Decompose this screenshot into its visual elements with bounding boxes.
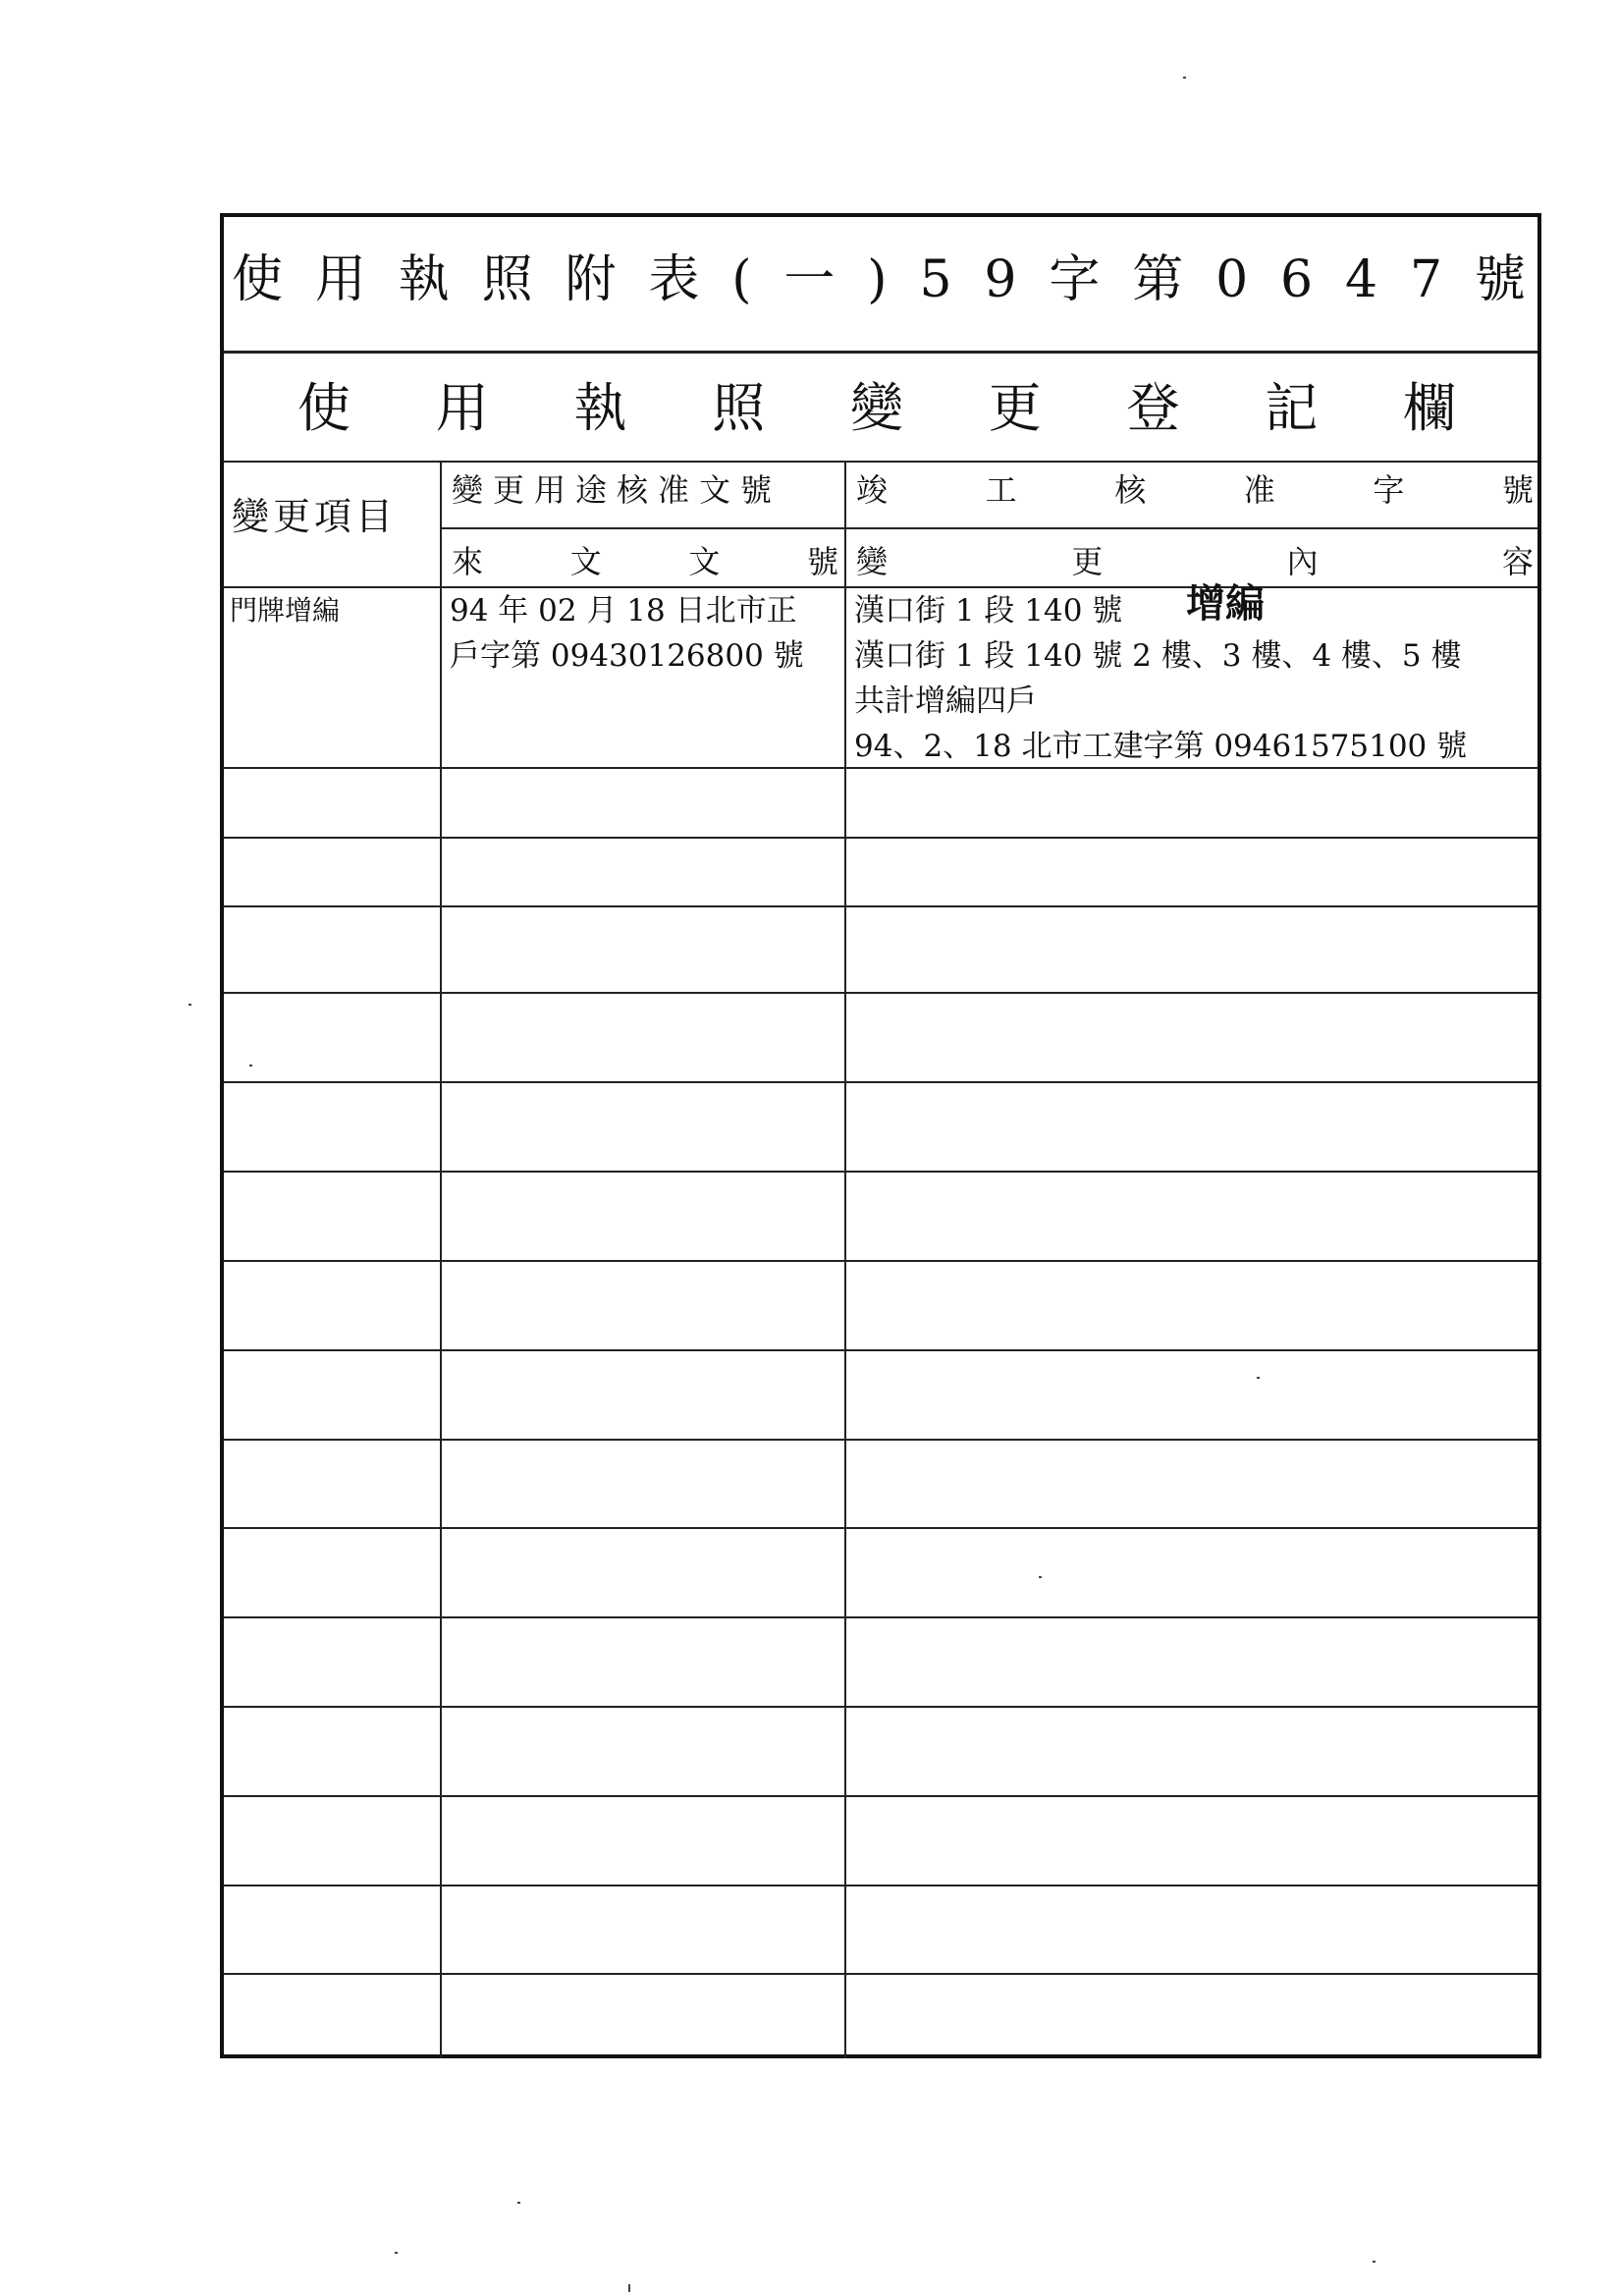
scan-speck (1257, 1377, 1260, 1379)
scan-speck (1039, 1576, 1042, 1578)
row-content-line1: 漢口街 1 段 140 號 (854, 593, 1123, 629)
scan-speck (395, 2252, 398, 2254)
heading-char: 第 (1132, 250, 1186, 309)
heading-char: 變 (850, 377, 903, 439)
row-content-tag: 增編 (1186, 581, 1265, 627)
heading-char: 變 (856, 543, 889, 580)
row-content-line4: 94、2、18 北市工建字第 09461575100 號 (854, 729, 1468, 764)
scan-speck (1183, 77, 1186, 79)
heading-char: 0 (1215, 250, 1251, 309)
heading-char: 使 (232, 250, 286, 309)
heading-char: 字 (1049, 250, 1103, 309)
heading-char: 使 (297, 377, 351, 439)
heading-char: 用 (435, 377, 489, 439)
heading-char: 執 (398, 250, 452, 309)
header-mid-line (440, 527, 1537, 529)
row-line (224, 1260, 1537, 1262)
heading-char: 更 (988, 377, 1042, 439)
heading-char: 竣 (856, 471, 889, 509)
form-frame (220, 213, 1541, 2058)
scan-speck (189, 1004, 191, 1006)
heading-char: 6 (1280, 250, 1316, 309)
row-line (224, 1885, 1537, 1886)
row-content-line2: 漢口街 1 段 140 號 2 樓、3 樓、4 樓、5 樓 (854, 638, 1462, 674)
section-heading (297, 377, 1456, 439)
row-approval-line1: 94 年 02 月 18 日北市正 (450, 593, 797, 629)
heading-char: 表 (648, 250, 702, 309)
column-line (440, 461, 442, 2058)
heading-char: 照 (481, 250, 535, 309)
row-line (224, 1973, 1537, 1975)
heading-char: 欄 (1403, 377, 1456, 439)
heading-char: 文 (688, 543, 721, 580)
heading-char: 來 (452, 543, 484, 580)
heading-char: 號 (1474, 250, 1528, 309)
heading-char: 4 (1345, 250, 1380, 309)
row-approval-line2: 戶字第 09430126800 號 (450, 638, 804, 674)
column-header-approval-doc: 變更用途核准文號 (452, 471, 782, 509)
heading-char: 字 (1373, 471, 1405, 509)
heading-char: 記 (1265, 377, 1319, 439)
heading-char: 5 (919, 250, 954, 309)
row-line (224, 1795, 1537, 1797)
column-header-incoming-doc (452, 543, 838, 580)
column-header-item: 變更項目 (232, 495, 398, 538)
row-item: 門牌增編 (230, 594, 341, 627)
row-line (224, 767, 1537, 769)
heading-char: 准 (1243, 471, 1275, 509)
heading-char: 容 (1501, 543, 1534, 580)
row-line (224, 1171, 1537, 1173)
heading-char: 7 (1409, 250, 1445, 309)
row-line (224, 837, 1537, 839)
row-line (224, 992, 1537, 994)
heading-char: 一 (783, 250, 837, 309)
heading-char: 9 (984, 250, 1019, 309)
row-line (224, 1349, 1537, 1351)
heading-char: 執 (573, 377, 627, 439)
scan-speck (1373, 2261, 1375, 2263)
row-line (224, 1706, 1537, 1708)
heading-char: 核 (1114, 471, 1147, 509)
heading-char: 照 (712, 377, 766, 439)
title-divider (224, 351, 1537, 354)
row-line (224, 905, 1537, 907)
column-header-content (856, 543, 1534, 580)
scan-speck (517, 2202, 520, 2204)
row-line (224, 1439, 1537, 1441)
row-content-line3: 共計增編四戶 (854, 683, 1037, 719)
heading-char: 用 (314, 250, 368, 309)
heading-char: ( (731, 250, 754, 309)
section-divider (224, 461, 1537, 463)
heading-char: ) (867, 250, 890, 309)
column-line (844, 461, 846, 2058)
heading-char: 內 (1286, 543, 1319, 580)
heading-char: 號 (806, 543, 838, 580)
scan-speck (628, 2284, 630, 2292)
page-title (232, 250, 1528, 309)
heading-char: 登 (1126, 377, 1180, 439)
heading-char: 工 (985, 471, 1017, 509)
row-line (224, 1527, 1537, 1529)
column-header-completion (856, 471, 1534, 509)
scan-speck (249, 1065, 252, 1066)
heading-char: 更 (1071, 543, 1104, 580)
heading-char: 號 (1501, 471, 1534, 509)
heading-char: 文 (569, 543, 602, 580)
row-line (224, 1081, 1537, 1083)
row-line (224, 1616, 1537, 1618)
heading-char: 附 (565, 250, 619, 309)
